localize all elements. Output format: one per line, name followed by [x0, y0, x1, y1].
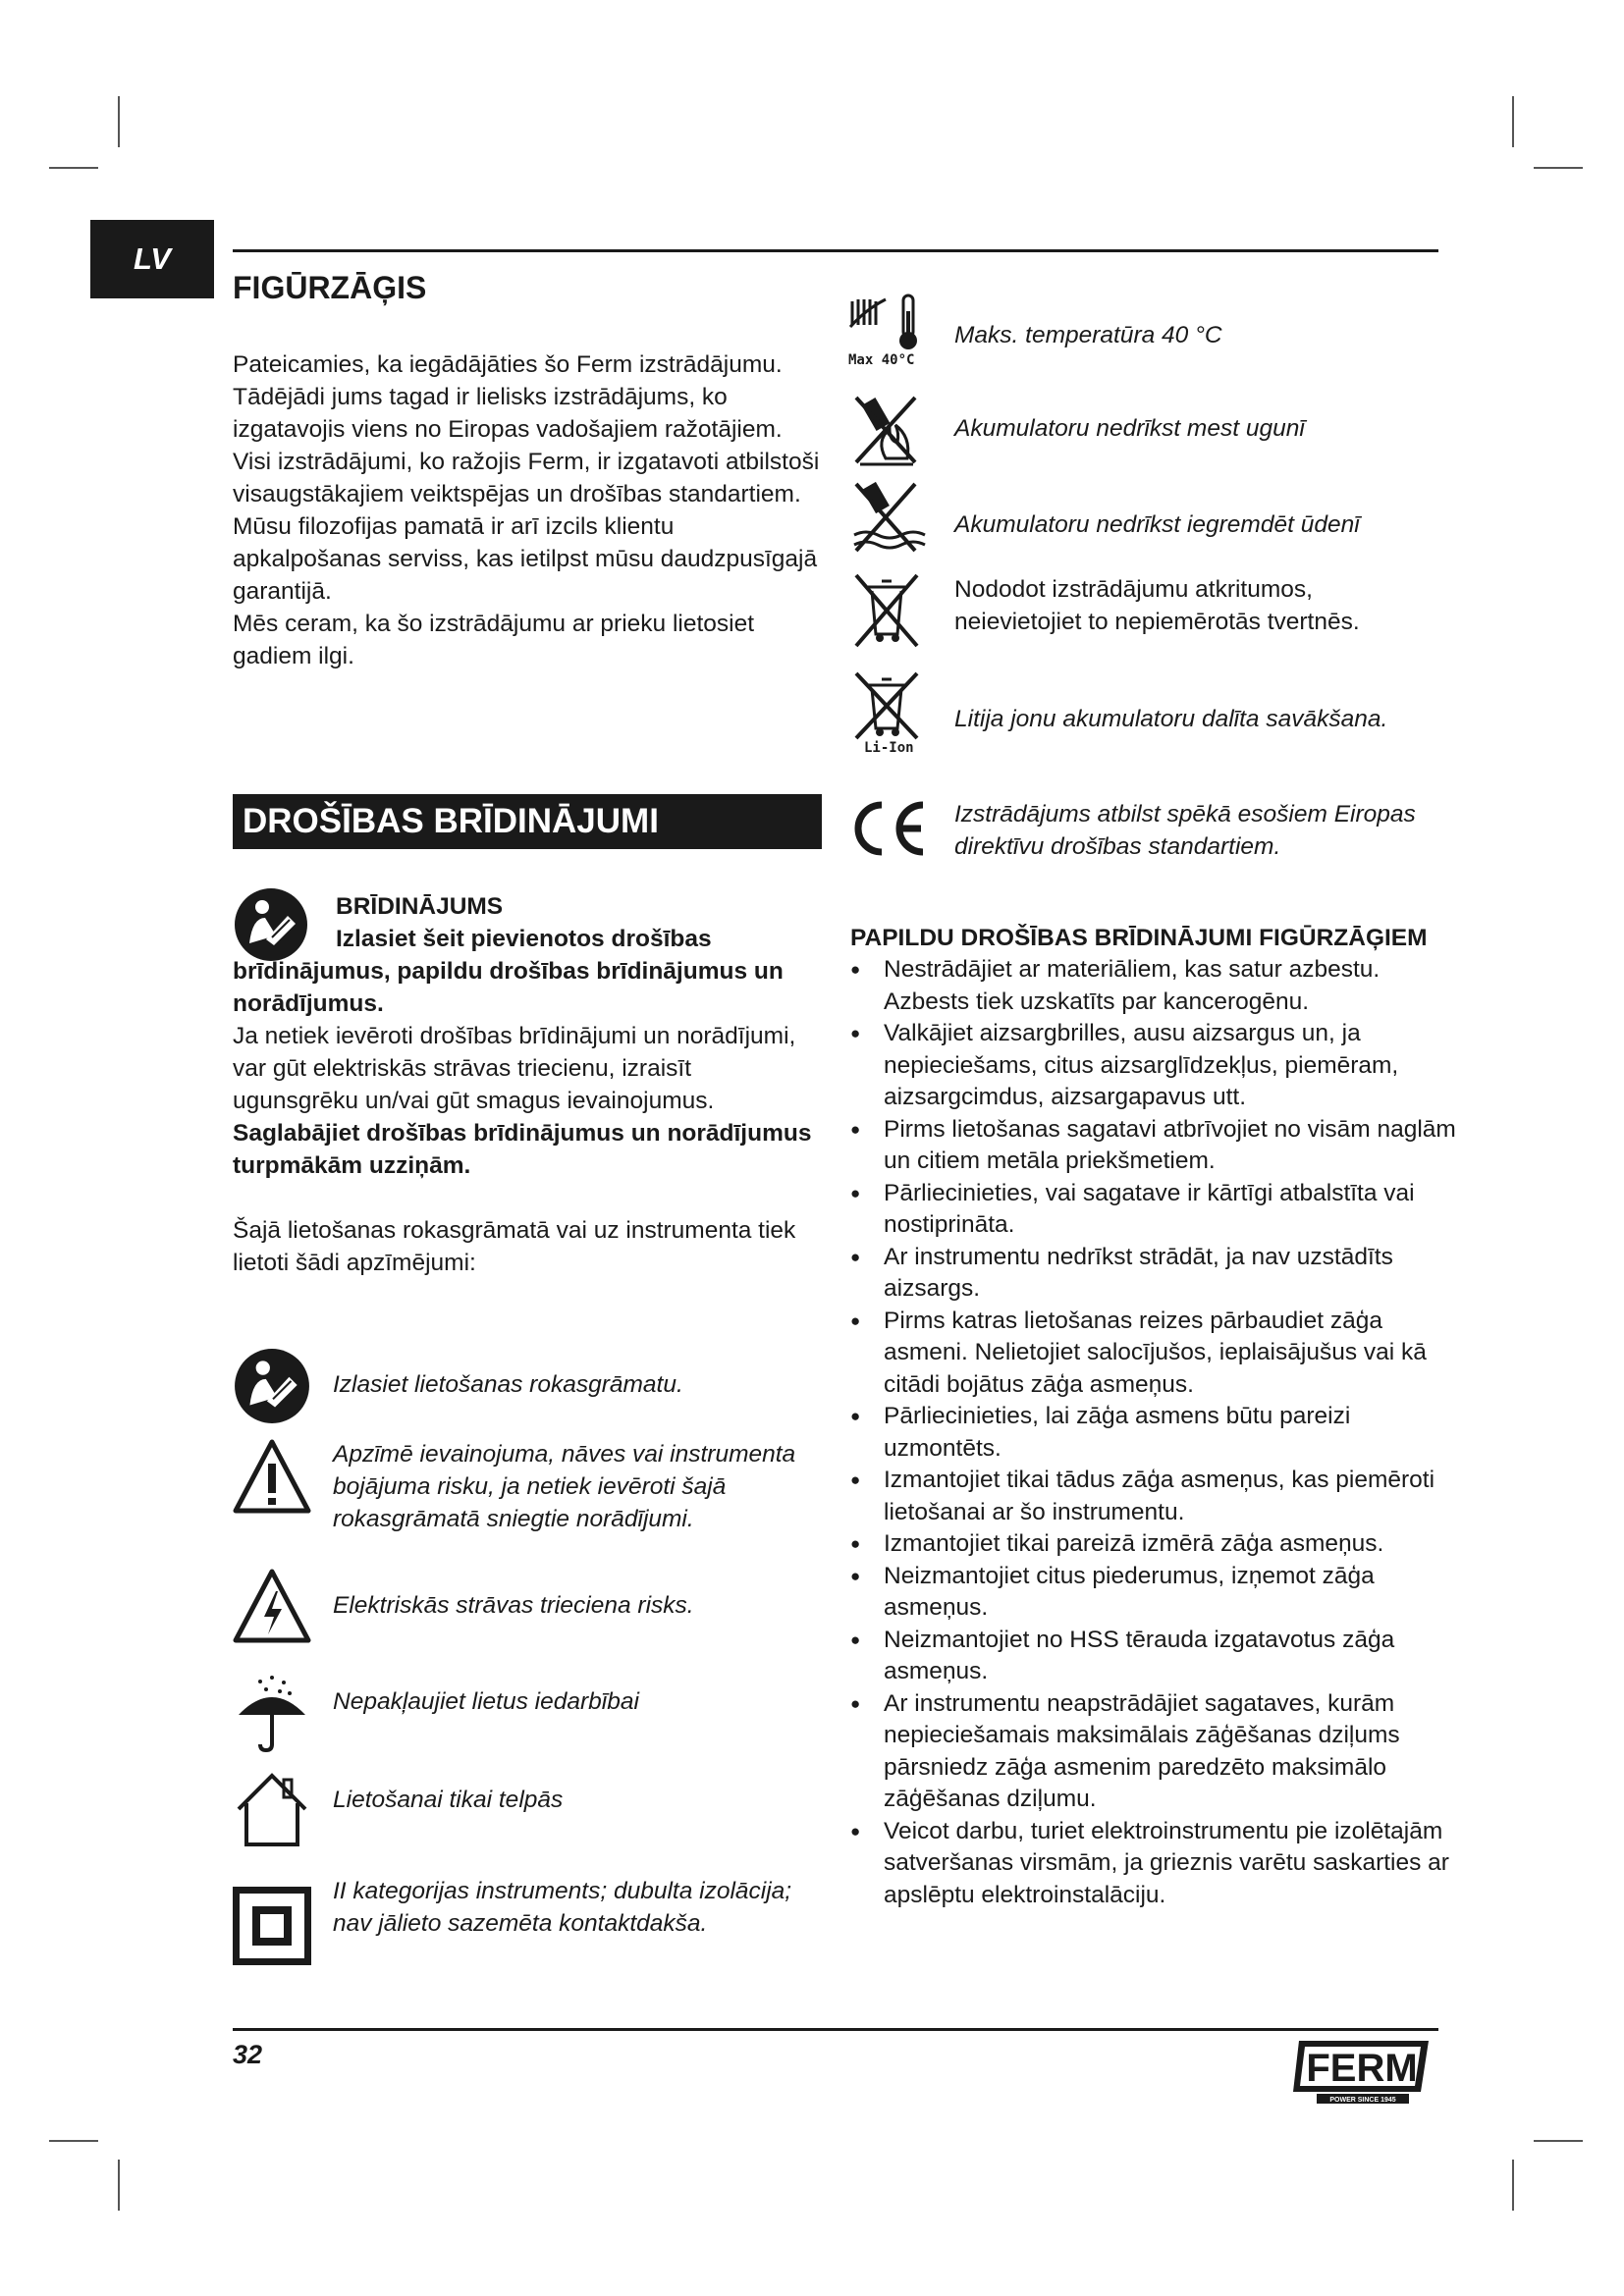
symbols-intro: Šajā lietošanas rokasgrāmatā vai uz instrumenta tiek lietoti šādi apzīmējumi:	[233, 1217, 796, 1276]
symbol-text: Izlasiet lietošanas rokasgrāmatu.	[333, 1371, 683, 1398]
crop-mark	[118, 96, 120, 147]
list-item: ● Valkājiet aizsargbrilles, ausu aizsargus un, ja nepieciešams, citus aizsarglīdzekļus, piemēram, aizsargcimdus, aizsargapavus utt.	[850, 1018, 1459, 1114]
double-insulation-icon	[233, 1887, 313, 1967]
crop-mark	[1534, 2140, 1583, 2142]
additional-heading: PAPILDU DROŠĪBAS BRĪDINĀJUMI FIGŪRZĀĢIEM	[850, 925, 1428, 951]
li-ion-label: Li-Ion	[864, 740, 914, 754]
intro-paragraph: Visi izstrādājumi, ko ražojis Ferm, ir izgatavoti atbilstoši visaugstākajiem veiktspējas un drošības standartiem. Mūsu filozofijas pamatā ir arī izcils klientu apkalpošanas serviss, kas ietilpst mūsu daudzpusīgajā garantijā.	[233, 449, 820, 605]
warning-block	[233, 890, 822, 1279]
warning-triangle-icon	[233, 1438, 313, 1519]
symbol-row	[233, 1875, 804, 1967]
crop-mark	[1534, 167, 1583, 169]
language-tab: LV	[90, 220, 214, 298]
intro-paragraph: Mēs ceram, ka šo izstrādājumu ar prieku lietosiet gadiem ilgi.	[233, 611, 755, 669]
list-item: ● Ar instrumentu neapstrādājiet sagataves, kurām nepieciešamais maksimālais zāģēšanas dziļums pārsniedz zāģa asmenim paredzēto maksimālo zāģēšanas dziļumu.	[850, 1688, 1459, 1816]
symbol-text: Apzīmē ievainojuma, nāves vai instrumenta bojājuma risku, ja netiek ievēroti šajā rokasgrāmatā sniegtie norādījumi.	[333, 1441, 796, 1532]
electric-shock-icon	[233, 1568, 313, 1648]
page-number: 32	[233, 2040, 263, 2069]
list-item: ● Pārliecinieties, lai zāģa asmens būtu pareizi uzmontēts.	[850, 1401, 1459, 1465]
bullet-list	[850, 954, 1459, 1911]
symbol-text: Maks. temperatūra 40 °C	[954, 322, 1222, 348]
list-item: ● Ar instrumentu nedrīkst strādāt, ja nav uzstādīts aizsargs.	[850, 1242, 1459, 1306]
symbol-text: Litija jonu akumulatoru dalīta savākšana.	[954, 706, 1388, 732]
li-ion-bin-icon	[846, 669, 927, 759]
list-item: ● Pirms katras lietošanas reizes pārbaudiet zāģa asmeni. Nelietojiet salocījušos, ieplaisājušus vai kā citādi bojātus zāģa asmeņus.	[850, 1306, 1459, 1402]
crop-mark	[118, 2160, 120, 2211]
indoor-house-icon	[233, 1770, 313, 1850]
list-item: ● Pirms lietošanas sagatavi atbrīvojiet no visām naglām un citiem metāla priekšmetiem.	[850, 1114, 1459, 1178]
symbol-text: Nepakļaujiet lietus iedarbībai	[333, 1688, 639, 1715]
symbol-text: Izstrādājums atbilst spēkā esošiem Eiropas direktīvu drošības standartiem.	[954, 801, 1416, 860]
symbol-text: Akumulatoru nedrīkst iegremdēt ūdenī	[954, 511, 1360, 538]
symbol-row	[233, 1770, 804, 1850]
ce-mark-icon	[846, 797, 927, 863]
list-item: ● Nestrādājiet ar materiāliem, kas satur azbestu. Azbests tiek uzskatīts par kancerogēnu.	[850, 954, 1459, 1018]
ferm-logo	[1291, 2037, 1435, 2106]
symbol-text: Lietošanai tikai telpās	[333, 1787, 564, 1813]
umbrella-rain-icon	[233, 1674, 313, 1754]
no-water-battery-icon	[846, 476, 927, 561]
list-item: ● Pārliecinieties, vai sagatave ir kārtīgi atbalstīta vai nostiprināta.	[850, 1178, 1459, 1242]
page-title: FIGŪRZĀĢIS	[233, 270, 427, 305]
top-rule	[233, 249, 1438, 252]
no-fire-battery-icon	[846, 390, 927, 475]
crossed-bin-icon	[846, 569, 927, 655]
crop-mark	[1512, 96, 1514, 147]
max-temperature-icon	[846, 292, 927, 377]
list-item: ● Neizmantojiet citus piederumus, izņemot zāģa asmeņus.	[850, 1561, 1459, 1625]
symbol-row	[233, 1674, 804, 1754]
intro-text	[233, 348, 822, 672]
symbol-row	[233, 1568, 804, 1648]
brand-tagline: POWER SINCE 1945	[1329, 2097, 1396, 2104]
max-temp-label: Max 40°C	[848, 352, 915, 368]
additional-warnings	[850, 922, 1459, 1911]
symbol-text: II kategorijas instruments; dubulta izolācija; nav jālieto sazemēta kontaktdakša.	[333, 1878, 792, 1937]
warning-heading: BRĪDINĀJUMS	[336, 893, 504, 920]
list-item: ● Neizmantojiet no HSS tērauda izgatavotus zāģa asmeņus.	[850, 1625, 1459, 1688]
crop-mark	[49, 167, 98, 169]
symbol-text: Elektriskās strāvas trieciena risks.	[333, 1592, 694, 1619]
safety-banner: DROŠĪBAS BRĪDINĀJUMI	[233, 794, 822, 849]
intro-paragraph: Tādējādi jums tagad ir lielisks izstrādājums, ko izgatavojis viens no Eiropas vadošajiem ražotājiem.	[233, 384, 783, 443]
intro-paragraph: Pateicamies, ka iegādājāties šo Ferm izstrādājumu.	[233, 351, 783, 378]
symbol-text: Akumulatoru nedrīkst mest ugunī	[954, 415, 1305, 442]
read-manual-icon	[233, 1347, 313, 1427]
symbol-text: Nododot izstrādājumu atkritumos, neievietojiet to nepiemērotās tvertnēs.	[954, 576, 1360, 635]
list-item: ● Veicot darbu, turiet elektroinstrumentu pie izolētajām satveršanas virsmām, ja grieznis varētu saskarties ar apslēptu elektroinstalāciju.	[850, 1816, 1459, 1912]
brand-name: FERM	[1306, 2047, 1418, 2090]
bottom-rule	[233, 2028, 1438, 2031]
symbol-row	[233, 1438, 804, 1535]
crop-mark	[1512, 2160, 1514, 2211]
warning-subheading: Izlasiet šeit pievienotos drošības brīdinājumus, papildu drošības brīdinājumus un norādījumus.	[233, 926, 784, 1017]
warning-body: Ja netiek ievēroti drošības brīdinājumi un norādījumi, var gūt elektriskās strāvas triecienu, izraisīt ugunsgrēku un/vai gūt smagus ievainojumus.	[233, 1023, 796, 1114]
list-item: ● Izmantojiet tikai tādus zāģa asmeņus, kas piemēroti lietošanai ar šo instrumentu.	[850, 1465, 1459, 1528]
symbol-row	[233, 1347, 804, 1427]
warning-keep: Saglabājiet drošības brīdinājumus un norādījumus turpmākām uzziņām.	[233, 1120, 812, 1179]
list-item: ● Izmantojiet tikai pareizā izmērā zāģa asmeņus.	[850, 1528, 1459, 1561]
crop-mark	[49, 2140, 98, 2142]
